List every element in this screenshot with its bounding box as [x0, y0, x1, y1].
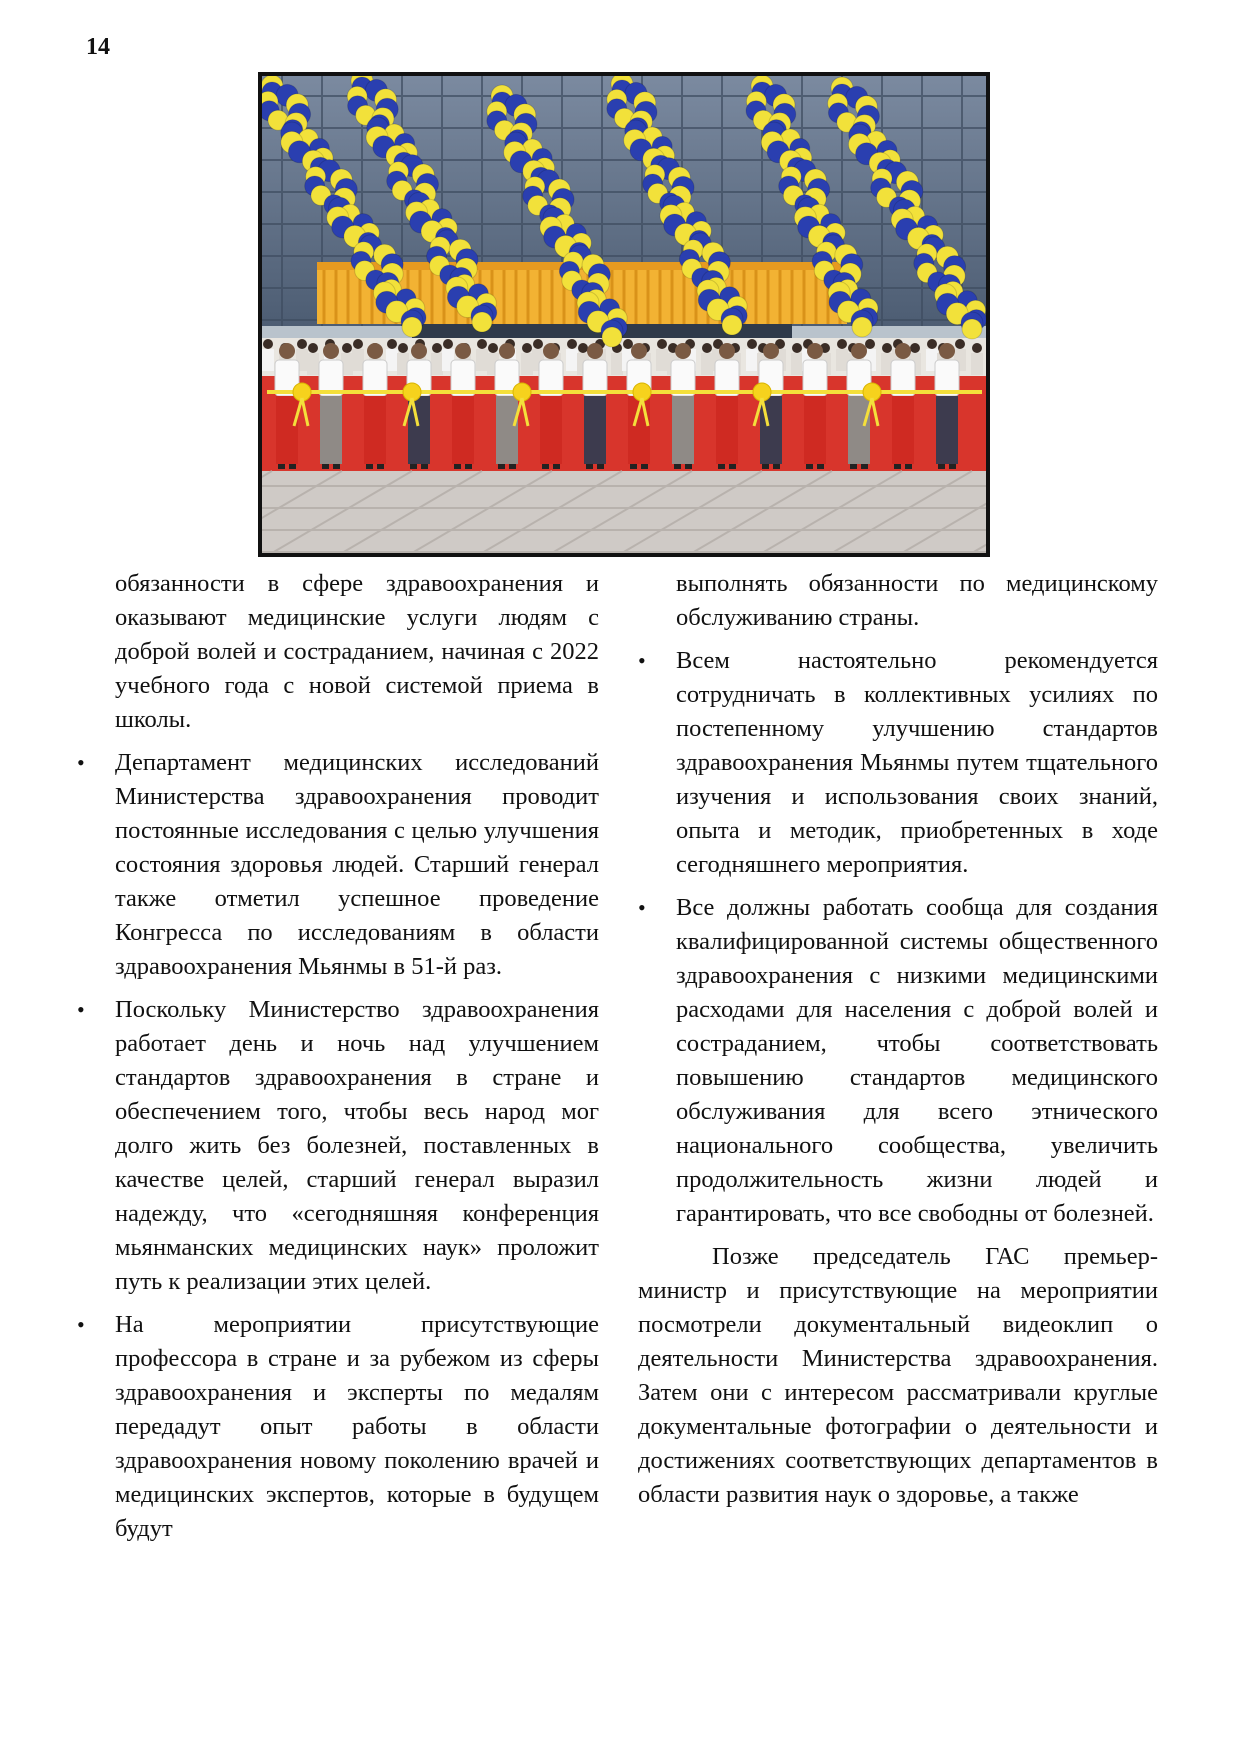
bullet-item: • Все должны работать сообща для создания квалифицированной системы общественного здравоохранения с низкими медицинскими расходами для населения с доброй волей и состраданием, чтобы соответствовать повышению стандартов медицинского обслуживания для всего этнического национального сообщества, увеличить продолжительность жизни людей и гарантировать, что все свободны от болезней. — [638, 891, 1158, 1231]
bullet-item: • Департамент медицинских исследований Министерства здравоохранения проводит постоянные исследования с целью улучшения состояния здоровья людей. Старший генерал также отметил успешное проведение Конгресса по исследованиям в области здравоохранения Мьянмы в 51-й раз. — [115, 746, 599, 984]
left-bullet-list — [115, 746, 599, 1546]
page-number: 14 — [86, 34, 110, 60]
bullet-item: • На мероприятии присутствующие профессора в стране и за рубежом из сферы здравоохранения и эксперты по медалям передадут опыт работы в области здравоохранения новому поколению врачей и медицинских экспертов, которые в будущем будут — [115, 1308, 599, 1546]
right-column — [638, 567, 1158, 1512]
right-bullet-list — [638, 644, 1158, 1231]
bullet-item: • Всем настоятельно рекомендуется сотрудничать в коллективных усилиях по постепенному улучшению стандартов здравоохранения Мьянмы путем тщательного изучения и использования своих знаний, опыта и методик, приобретенных в ходе сегодняшнего мероприятия. — [638, 644, 1158, 882]
bullet-item: • Поскольку Министерство здравоохранения работает день и ночь над улучшением стандартов здравоохранения в стране и обеспечением того, чтобы весь народ мог долго жить без болезней, поставленных в качестве целей, старший генерал выразил надежду, что «сегодняшняя конференция мьянманских медицинских наук» проложит путь к реализации этих целей. — [115, 993, 599, 1299]
right-continuation-text: выполнять обязанности по медицинскому обслуживанию страны. — [676, 570, 1158, 631]
pavement — [262, 471, 986, 553]
left-continuation-text: обязанности в сфере здравоохранения и оказывают медицинские услуги людям с доброй волей и состраданием, начиная с 2022 учебного года с новой системой приема в школы. — [115, 570, 599, 733]
ceremony-photo — [258, 72, 990, 557]
left-column — [115, 567, 599, 1546]
closing-paragraph: Позже председатель ГАС премьер-министр и присутствующие на мероприятии посмотрели документальный видеоклип о деятельности Министерства здравоохранения. Затем они с интересом рассматривали круглые документальные фотографии о деятельности и достижениях соответствующих департаментов в области развития наук о здоровье, а также — [638, 1243, 1158, 1508]
